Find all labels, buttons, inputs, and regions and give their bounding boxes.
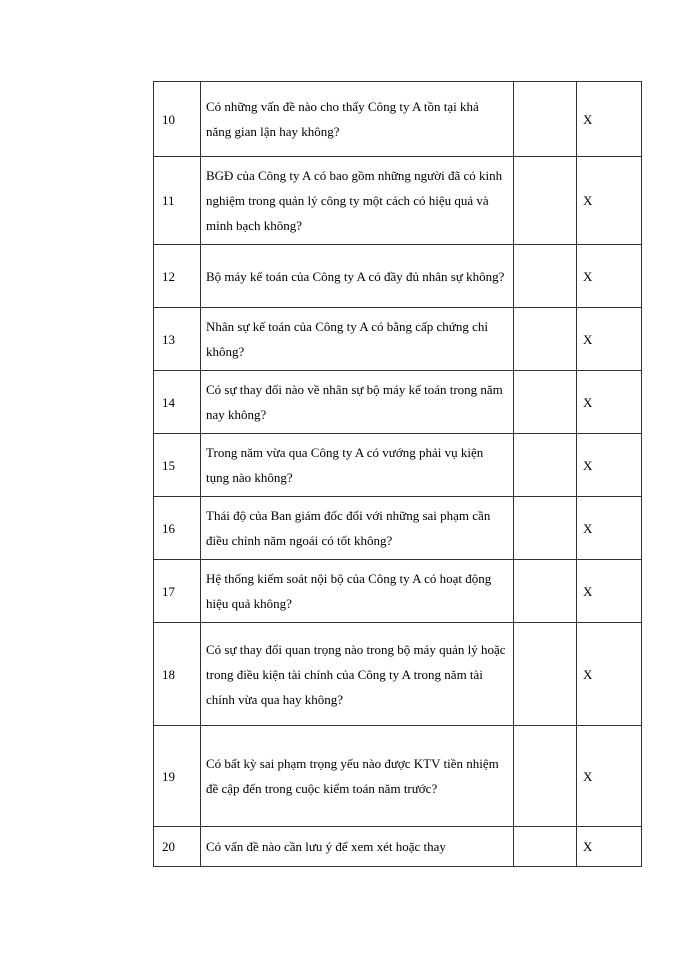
row-no-mark: X xyxy=(577,560,642,623)
table-row xyxy=(154,497,642,560)
row-number: 10 xyxy=(154,82,201,157)
row-number: 13 xyxy=(154,308,201,371)
row-no-mark: X xyxy=(577,82,642,157)
row-question: Có sự thay đổi nào về nhân sự bộ máy kế toán trong năm nay không? xyxy=(201,371,514,434)
table-row xyxy=(154,82,642,157)
row-number: 17 xyxy=(154,560,201,623)
row-question: BGĐ của Công ty A có bao gồm những người đã có kinh nghiệm trong quản lý công ty một cách có hiệu quả và minh bạch không? xyxy=(201,157,514,245)
row-question: Có những vấn đề nào cho thấy Công ty A tồn tại khả năng gian lận hay không? xyxy=(201,82,514,157)
row-yes-cell xyxy=(514,245,577,308)
row-no-mark: X xyxy=(577,623,642,726)
row-question: Hệ thống kiểm soát nội bộ của Công ty A có hoạt động hiệu quả không? xyxy=(201,560,514,623)
row-no-mark: X xyxy=(577,245,642,308)
table-row xyxy=(154,371,642,434)
row-yes-cell xyxy=(514,497,577,560)
row-no-mark: X xyxy=(577,157,642,245)
row-no-mark: X xyxy=(577,726,642,827)
row-no-mark: X xyxy=(577,371,642,434)
row-yes-cell xyxy=(514,827,577,867)
row-yes-cell xyxy=(514,157,577,245)
row-number: 19 xyxy=(154,726,201,827)
checklist-table xyxy=(153,81,642,867)
row-yes-cell xyxy=(514,623,577,726)
row-yes-cell xyxy=(514,434,577,497)
row-yes-cell xyxy=(514,308,577,371)
table-row xyxy=(154,623,642,726)
table-row xyxy=(154,245,642,308)
row-question: Có vấn đề nào cần lưu ý để xem xét hoặc thay xyxy=(201,827,514,867)
table-row xyxy=(154,308,642,371)
row-yes-cell xyxy=(514,82,577,157)
row-number: 20 xyxy=(154,827,201,867)
row-question: Có sự thay đổi quan trọng nào trong bộ máy quản lý hoặc trong điều kiện tài chính của Công ty A trong năm tài chính vừa qua hay không? xyxy=(201,623,514,726)
row-no-mark: X xyxy=(577,497,642,560)
table-row xyxy=(154,157,642,245)
row-question: Nhân sự kế toán của Công ty A có bằng cấp chứng chỉ không? xyxy=(201,308,514,371)
row-no-mark: X xyxy=(577,827,642,867)
row-number: 11 xyxy=(154,157,201,245)
row-question: Trong năm vừa qua Công ty A có vướng phải vụ kiện tụng nào không? xyxy=(201,434,514,497)
table-row xyxy=(154,827,642,867)
row-yes-cell xyxy=(514,371,577,434)
row-number: 18 xyxy=(154,623,201,726)
row-yes-cell xyxy=(514,560,577,623)
row-no-mark: X xyxy=(577,434,642,497)
row-number: 14 xyxy=(154,371,201,434)
row-no-mark: X xyxy=(577,308,642,371)
row-question: Bộ máy kế toán của Công ty A có đầy đủ nhân sự không? xyxy=(201,245,514,308)
row-question: Có bất kỳ sai phạm trọng yếu nào được KTV tiền nhiệm đề cập đến trong cuộc kiểm toán năm trước? xyxy=(201,726,514,827)
table-row xyxy=(154,434,642,497)
row-number: 12 xyxy=(154,245,201,308)
row-number: 15 xyxy=(154,434,201,497)
row-number: 16 xyxy=(154,497,201,560)
table-row xyxy=(154,560,642,623)
row-question: Thái độ của Ban giám đốc đối với những sai phạm cần điều chỉnh năm ngoái có tốt không? xyxy=(201,497,514,560)
row-yes-cell xyxy=(514,726,577,827)
table-row xyxy=(154,726,642,827)
